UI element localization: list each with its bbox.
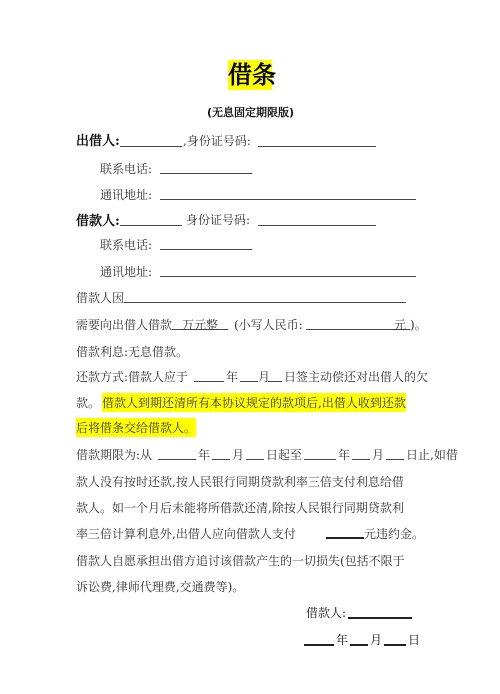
term-line1-c: 月 [232, 448, 245, 462]
sign-month-blank[interactable] [350, 644, 368, 646]
repayment-prefix: 还款方式:借款人应于 [76, 370, 189, 384]
amount-suffix: )。 [410, 318, 427, 332]
repayment-line1-suffix: 日签主动偿还对出借人的欠 [284, 370, 429, 384]
amount-yuan: 元 [394, 318, 407, 332]
document-title: 借条 [228, 61, 276, 89]
liability-line1: 借款人自愿承担出借方追讨该借款产生的一切损失(包括不限于 [76, 554, 405, 568]
reason-label: 借款人因 [76, 291, 125, 305]
term-line3: 款人。如一个月后未能将所借款还清,除按人民银行同期贷款利 [76, 501, 404, 515]
term-line2: 款人没有按时还款,按人民银行同期贷款利率三倍支付利息给借 [76, 475, 404, 489]
repayment-year-label: 年 [226, 370, 239, 384]
lender-address-label: 通讯地址: [100, 188, 153, 202]
term-line1-f: 月 [372, 448, 385, 462]
borrower-id-label: 身份证号码: [186, 213, 251, 227]
term-end-month-blank[interactable] [352, 459, 370, 460]
borrower-address-label: 通讯地址: [100, 265, 153, 279]
sign-month-label: 月 [370, 633, 383, 647]
lender-label: 出借人: [76, 134, 120, 149]
repayment-month-blank[interactable] [240, 381, 258, 382]
term-start-day-blank[interactable] [246, 459, 264, 460]
lender-id-label: ,身份证号码: [183, 134, 251, 148]
borrower-phone-blank[interactable] [160, 249, 252, 250]
term-end-day-blank[interactable] [386, 459, 404, 460]
amount-text: 万元整 [182, 318, 219, 332]
amount-prefix: 需要向出借人借款 [76, 318, 173, 332]
term-line1-e: 年 [338, 448, 351, 462]
term-line1-g: 日止,如借 [406, 448, 458, 462]
sign-year-blank[interactable] [304, 644, 334, 646]
repayment-line3-highlight: 后将借条交给借款人。 [76, 418, 196, 437]
term-line1-d: 日起至 [266, 448, 303, 462]
lender-phone-blank[interactable] [160, 173, 252, 174]
repayment-line2-highlight: 借款人到期还清所有本协议规定的款项后,出借人收到还款 [102, 393, 406, 412]
signature-label: 借款人: [306, 606, 347, 620]
amount-blank[interactable] [172, 329, 228, 330]
amount-middle: (小写人民币: [234, 318, 303, 332]
lender-address-blank[interactable] [160, 199, 416, 200]
document-subtitle: (无息固定期限版) [207, 106, 295, 119]
sign-day-label: 日 [408, 633, 421, 647]
sign-year-label: 年 [336, 633, 349, 647]
term-start-year-blank[interactable] [158, 459, 196, 460]
borrower-id-blank[interactable] [258, 225, 376, 226]
lender-name-blank[interactable] [120, 146, 182, 147]
signature-blank[interactable] [348, 617, 412, 619]
term-start-month-blank[interactable] [212, 459, 230, 460]
sign-day-blank[interactable] [384, 644, 406, 646]
borrower-address-blank[interactable] [160, 276, 416, 277]
borrower-label: 借款人: [76, 214, 120, 229]
term-end-year-blank[interactable] [304, 459, 336, 460]
liability-line2: 诉讼费,律师代理费,交通费等)。 [76, 580, 245, 594]
lender-id-blank[interactable] [258, 146, 376, 147]
term-line1-a: 借款期限为:从 [76, 448, 153, 462]
term-line4-b: 元违约金。 [364, 527, 425, 541]
lender-phone-label: 联系电话: [100, 162, 153, 176]
repayment-year-blank[interactable] [194, 381, 224, 382]
penalty-amount-blank[interactable] [326, 537, 364, 539]
borrower-phone-label: 联系电话: [100, 238, 153, 252]
repayment-line2-plain: 款。 [76, 396, 101, 410]
borrower-name-blank[interactable] [120, 225, 182, 226]
reason-blank[interactable] [124, 302, 406, 303]
interest-text: 借款利息:无息借款。 [76, 345, 189, 359]
repayment-month-label: 月 [258, 370, 271, 384]
term-line4-a: 率三倍计算利息外,出借人应向借款人支付 [76, 527, 296, 541]
repayment-day-blank[interactable] [268, 381, 282, 382]
term-line1-b: 年 [198, 448, 211, 462]
